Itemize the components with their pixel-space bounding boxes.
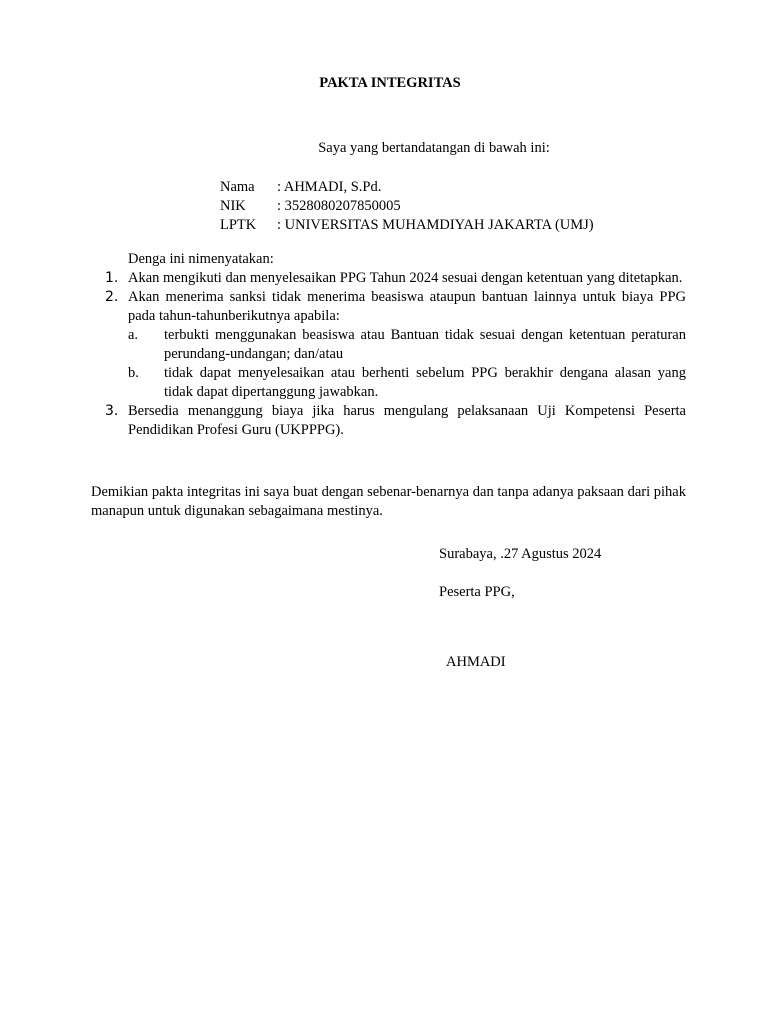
intro-text: Saya yang bertandatangan di bawah ini: <box>318 140 550 156</box>
signer-role: Peserta PPG, <box>439 584 515 600</box>
identity-label: NIK <box>220 198 246 214</box>
identity-value: : 3528080207850005 <box>277 198 401 214</box>
list-number: 2. <box>105 289 119 305</box>
sub-list-item <box>128 326 686 364</box>
list-item <box>91 402 686 440</box>
sub-list-letter: a. <box>128 327 139 343</box>
declaration-list <box>91 269 686 440</box>
signer-name: AHMADI <box>446 654 506 670</box>
list-number: 3. <box>105 403 119 419</box>
list-item <box>91 269 686 288</box>
sub-list-item <box>128 364 686 402</box>
list-text: Akan menerima sanksi tidak menerima beasiswa ataupun bantuan lainnya untuk biaya PPG pada tahun-tahunberikutnya apabila: <box>128 289 686 324</box>
identity-block <box>220 178 594 235</box>
identity-row-lptk <box>220 216 594 235</box>
list-text: Akan mengikuti dan menyelesaikan PPG Tahun 2024 sesuai dengan ketentuan yang ditetapkan. <box>128 270 683 286</box>
closing-paragraph: Demikian pakta integritas ini saya buat dengan sebenar-benarnya dan tanpa adanya paksaan dari pihak manapun untuk digunakan sebagaimana mestinya. <box>91 484 686 519</box>
sub-list-text: tidak dapat menyelesaikan atau berhenti sebelum PPG berakhir dengana alasan yang tidak dapat dipertanggung jawabkan. <box>164 365 686 400</box>
identity-label: Nama <box>220 179 255 195</box>
identity-value: : AHMADI, S.Pd. <box>277 179 382 195</box>
identity-value: : UNIVERSITAS MUHAMDIYAH JAKARTA (UMJ) <box>277 217 594 233</box>
declaration-intro: Denga ini nimenyatakan: <box>128 251 274 267</box>
identity-row-name <box>220 178 594 197</box>
sub-list-text: terbukti menggunakan beasiswa atau Bantuan tidak sesuai dengan ketentuan peraturan perundang-undangan; dan/atau <box>164 327 686 362</box>
sub-list-letter: b. <box>128 365 139 381</box>
list-item <box>91 288 686 326</box>
identity-label: LPTK <box>220 217 257 233</box>
list-text: Bersedia menanggung biaya jika harus mengulang pelaksanaan Uji Kompetensi Peserta Pendidikan Profesi Guru (UKPPPG). <box>128 403 686 438</box>
list-number: 1. <box>105 270 119 286</box>
place-date: Surabaya, .27 Agustus 2024 <box>439 546 602 562</box>
identity-row-nik <box>220 197 594 216</box>
document-title: PAKTA INTEGRITAS <box>319 75 461 91</box>
